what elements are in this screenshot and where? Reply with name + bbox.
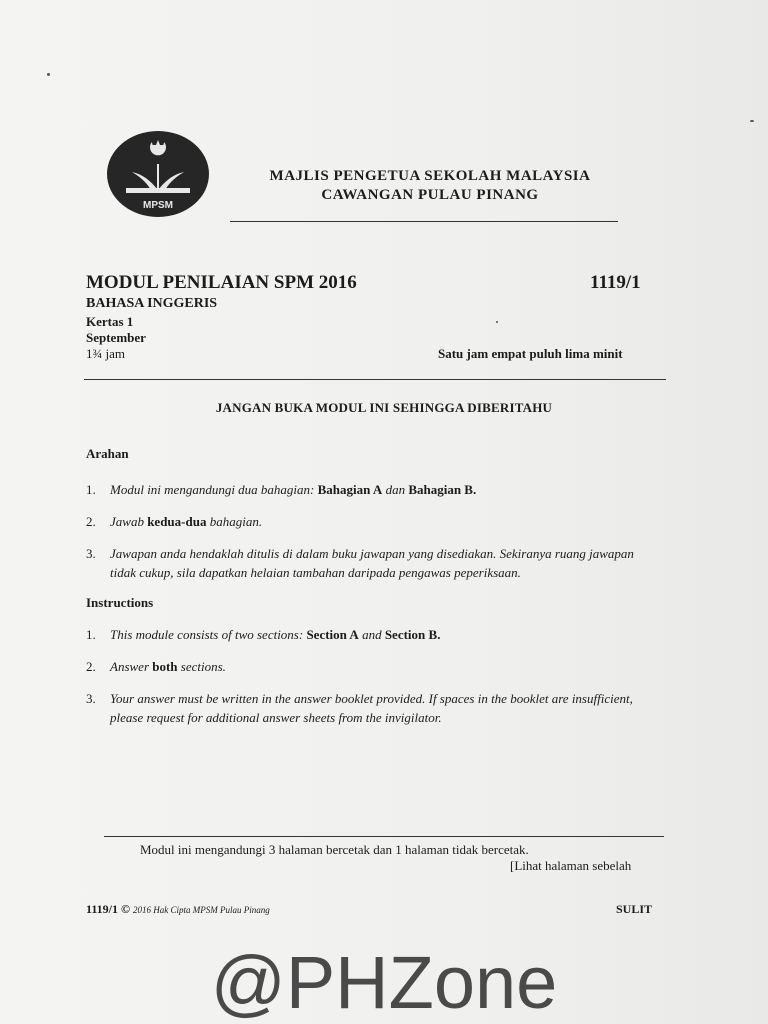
exam-code: 1119/1 xyxy=(590,272,641,293)
arahan-item-2: 2. Jawab kedua-dua bahagian. xyxy=(86,514,263,529)
scan-speck xyxy=(47,73,50,76)
svg-text:MPSM: MPSM xyxy=(143,200,173,211)
next-page-note: [Lihat halaman sebelah xyxy=(510,858,632,873)
exam-duration: 1¾ jam xyxy=(86,346,125,361)
exam-month: September xyxy=(86,330,146,345)
title-divider xyxy=(84,379,666,380)
do-not-open-warning: JANGAN BUKA MODUL INI SEHINGGA DIBERITAHU xyxy=(215,400,553,415)
instructions-heading: Instructions xyxy=(86,595,154,610)
footer-code: 1119/1 © 2016 Hak Cipta MPSM Pulau Pinang xyxy=(86,902,270,916)
exam-duration-text: Satu jam empat puluh lima minit xyxy=(438,346,623,361)
exam-paper: Kertas 1 xyxy=(86,314,134,329)
copyright-note: 2016 Hak Cipta MPSM Pulau Pinang xyxy=(132,905,270,915)
instructions-item-1: 1. This module consists of two sections: Section A and Section B. xyxy=(86,627,441,642)
watermark: @PHZone xyxy=(210,941,558,1024)
scan-speck xyxy=(750,120,754,122)
instructions-item-2: 2. Answer both sections. xyxy=(86,659,226,674)
org-name: MAJLIS PENGETUA SEKOLAH MALAYSIA xyxy=(269,168,591,184)
sulit-label: SULIT xyxy=(616,902,653,916)
header-divider xyxy=(230,221,618,222)
arahan-item-3: 3. Jawapan anda hendaklah ditulis di dalam buku jawapan yang disediakan. Sekiranya ruang jawapan tidak cukup, sila dapatkan helaian tambahan daripada pengawas peperiksaan. xyxy=(86,546,634,580)
scan-speck xyxy=(496,321,498,323)
exam-subject: BAHASA INGGERIS xyxy=(86,296,218,311)
footer-divider xyxy=(104,836,664,837)
arahan-heading: Arahan xyxy=(86,446,129,461)
page-count-note: Modul ini mengandungi 3 halaman bercetak dan 1 halaman tidak bercetak. xyxy=(140,842,529,857)
exam-title: MODUL PENILAIAN SPM 2016 xyxy=(86,272,357,293)
arahan-item-1: 1. Modul ini mengandungi dua bahagian: Bahagian A dan Bahagian B. xyxy=(86,482,477,497)
instructions-item-3: 3. Your answer must be written in the answer booklet provided. If spaces in the booklet are insufficient, please request for additional answer sheets from the invigilator. xyxy=(86,691,633,725)
org-branch: CAWANGAN PULAU PINANG xyxy=(321,187,539,203)
mpsm-logo xyxy=(106,130,210,218)
